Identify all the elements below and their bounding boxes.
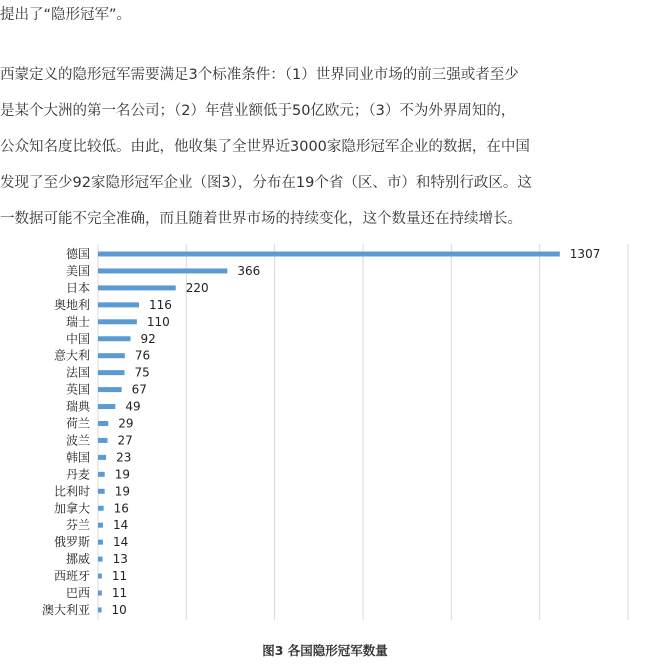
paragraph-line-5: 一数据可能不完全准确，而且随着世界市场的持续变化，这个数量还在持续增长。 — [0, 211, 522, 227]
bar — [98, 353, 125, 358]
value-label: 1307 — [569, 247, 601, 261]
value-label: 10 — [111, 602, 127, 617]
value-label: 116 — [148, 297, 172, 312]
bar — [98, 336, 131, 341]
definition-paragraph — [0, 57, 640, 237]
category-label: 中国 — [65, 331, 90, 346]
bar — [98, 421, 108, 426]
paragraph-line-2: 是某个大洲的第一名公司；（2）年营业额低于50亿欧元；（3）不为外界周知的， — [0, 103, 516, 119]
bar — [98, 252, 560, 257]
bar — [98, 472, 105, 477]
bar — [98, 285, 176, 290]
bar — [98, 506, 104, 511]
category-label: 韩国 — [65, 450, 90, 465]
category-label: 英国 — [65, 382, 90, 397]
bar — [98, 540, 103, 545]
value-label: 75 — [134, 365, 150, 380]
paragraph-line-1: 西蒙定义的隐形冠军需要满足3个标准条件：（1）世界同业市场的前三强或者至少 — [0, 67, 519, 83]
category-label: 丹麦 — [65, 467, 90, 482]
bar — [98, 319, 137, 324]
category-label: 澳大利亚 — [41, 602, 90, 617]
category-label: 奥地利 — [53, 297, 90, 312]
bar — [98, 455, 106, 460]
bar — [98, 302, 139, 307]
bar — [98, 404, 115, 409]
hidden-champions-bar-chart — [0, 240, 650, 620]
bar — [98, 574, 102, 579]
value-label: 11 — [111, 569, 128, 584]
value-label: 29 — [118, 416, 134, 431]
value-label: 92 — [140, 331, 156, 346]
bar — [98, 607, 102, 612]
category-label: 瑞典 — [65, 399, 90, 414]
category-label: 日本 — [65, 280, 90, 295]
category-label: 芬兰 — [65, 518, 90, 533]
bar — [98, 370, 125, 375]
category-label: 法国 — [65, 365, 90, 380]
value-label: 110 — [146, 314, 170, 329]
value-label: 67 — [131, 382, 147, 397]
category-label: 挪威 — [65, 552, 90, 567]
value-label: 14 — [112, 535, 129, 550]
bar — [98, 387, 122, 392]
category-label: 波兰 — [65, 433, 90, 448]
paragraph-line-4: 发现了至少92家隐形冠军企业（图3），分布在19个省（区、市）和特别行政区。这 — [0, 175, 532, 191]
category-label: 瑞士 — [65, 314, 90, 329]
value-label: 23 — [116, 450, 132, 465]
value-label: 27 — [117, 433, 133, 448]
category-label: 俄罗斯 — [53, 535, 90, 550]
value-label: 19 — [114, 467, 130, 482]
value-label: 19 — [114, 484, 130, 499]
value-label: 16 — [113, 501, 129, 516]
category-label: 意大利 — [53, 348, 90, 363]
intro-paragraph — [0, 0, 640, 33]
chart-caption: 图3 各国隐形冠军数量 — [262, 643, 388, 658]
value-label: 11 — [111, 586, 128, 600]
category-label: 加拿大 — [53, 501, 90, 516]
value-label: 49 — [125, 399, 141, 414]
category-label: 西班牙 — [53, 569, 90, 584]
value-label: 76 — [134, 348, 151, 363]
value-label: 13 — [112, 552, 128, 567]
category-label: 德国 — [65, 247, 90, 261]
category-label: 巴西 — [65, 586, 90, 600]
bar — [98, 523, 103, 528]
category-label: 荷兰 — [65, 416, 90, 431]
intro-line: 提出了“隐形冠军”。 — [0, 7, 132, 23]
bar — [98, 268, 227, 273]
bar — [98, 489, 105, 494]
bar — [98, 557, 103, 562]
bar — [98, 438, 108, 443]
bar — [98, 591, 102, 596]
value-label: 366 — [237, 263, 261, 278]
value-label: 220 — [185, 280, 209, 295]
category-label: 美国 — [65, 263, 90, 278]
value-label: 14 — [112, 518, 129, 533]
category-label: 比利时 — [53, 484, 90, 499]
paragraph-line-3: 公众知名度比较低。由此，他收集了全世界近3000家隐形冠军企业的数据，在中国 — [0, 139, 530, 155]
